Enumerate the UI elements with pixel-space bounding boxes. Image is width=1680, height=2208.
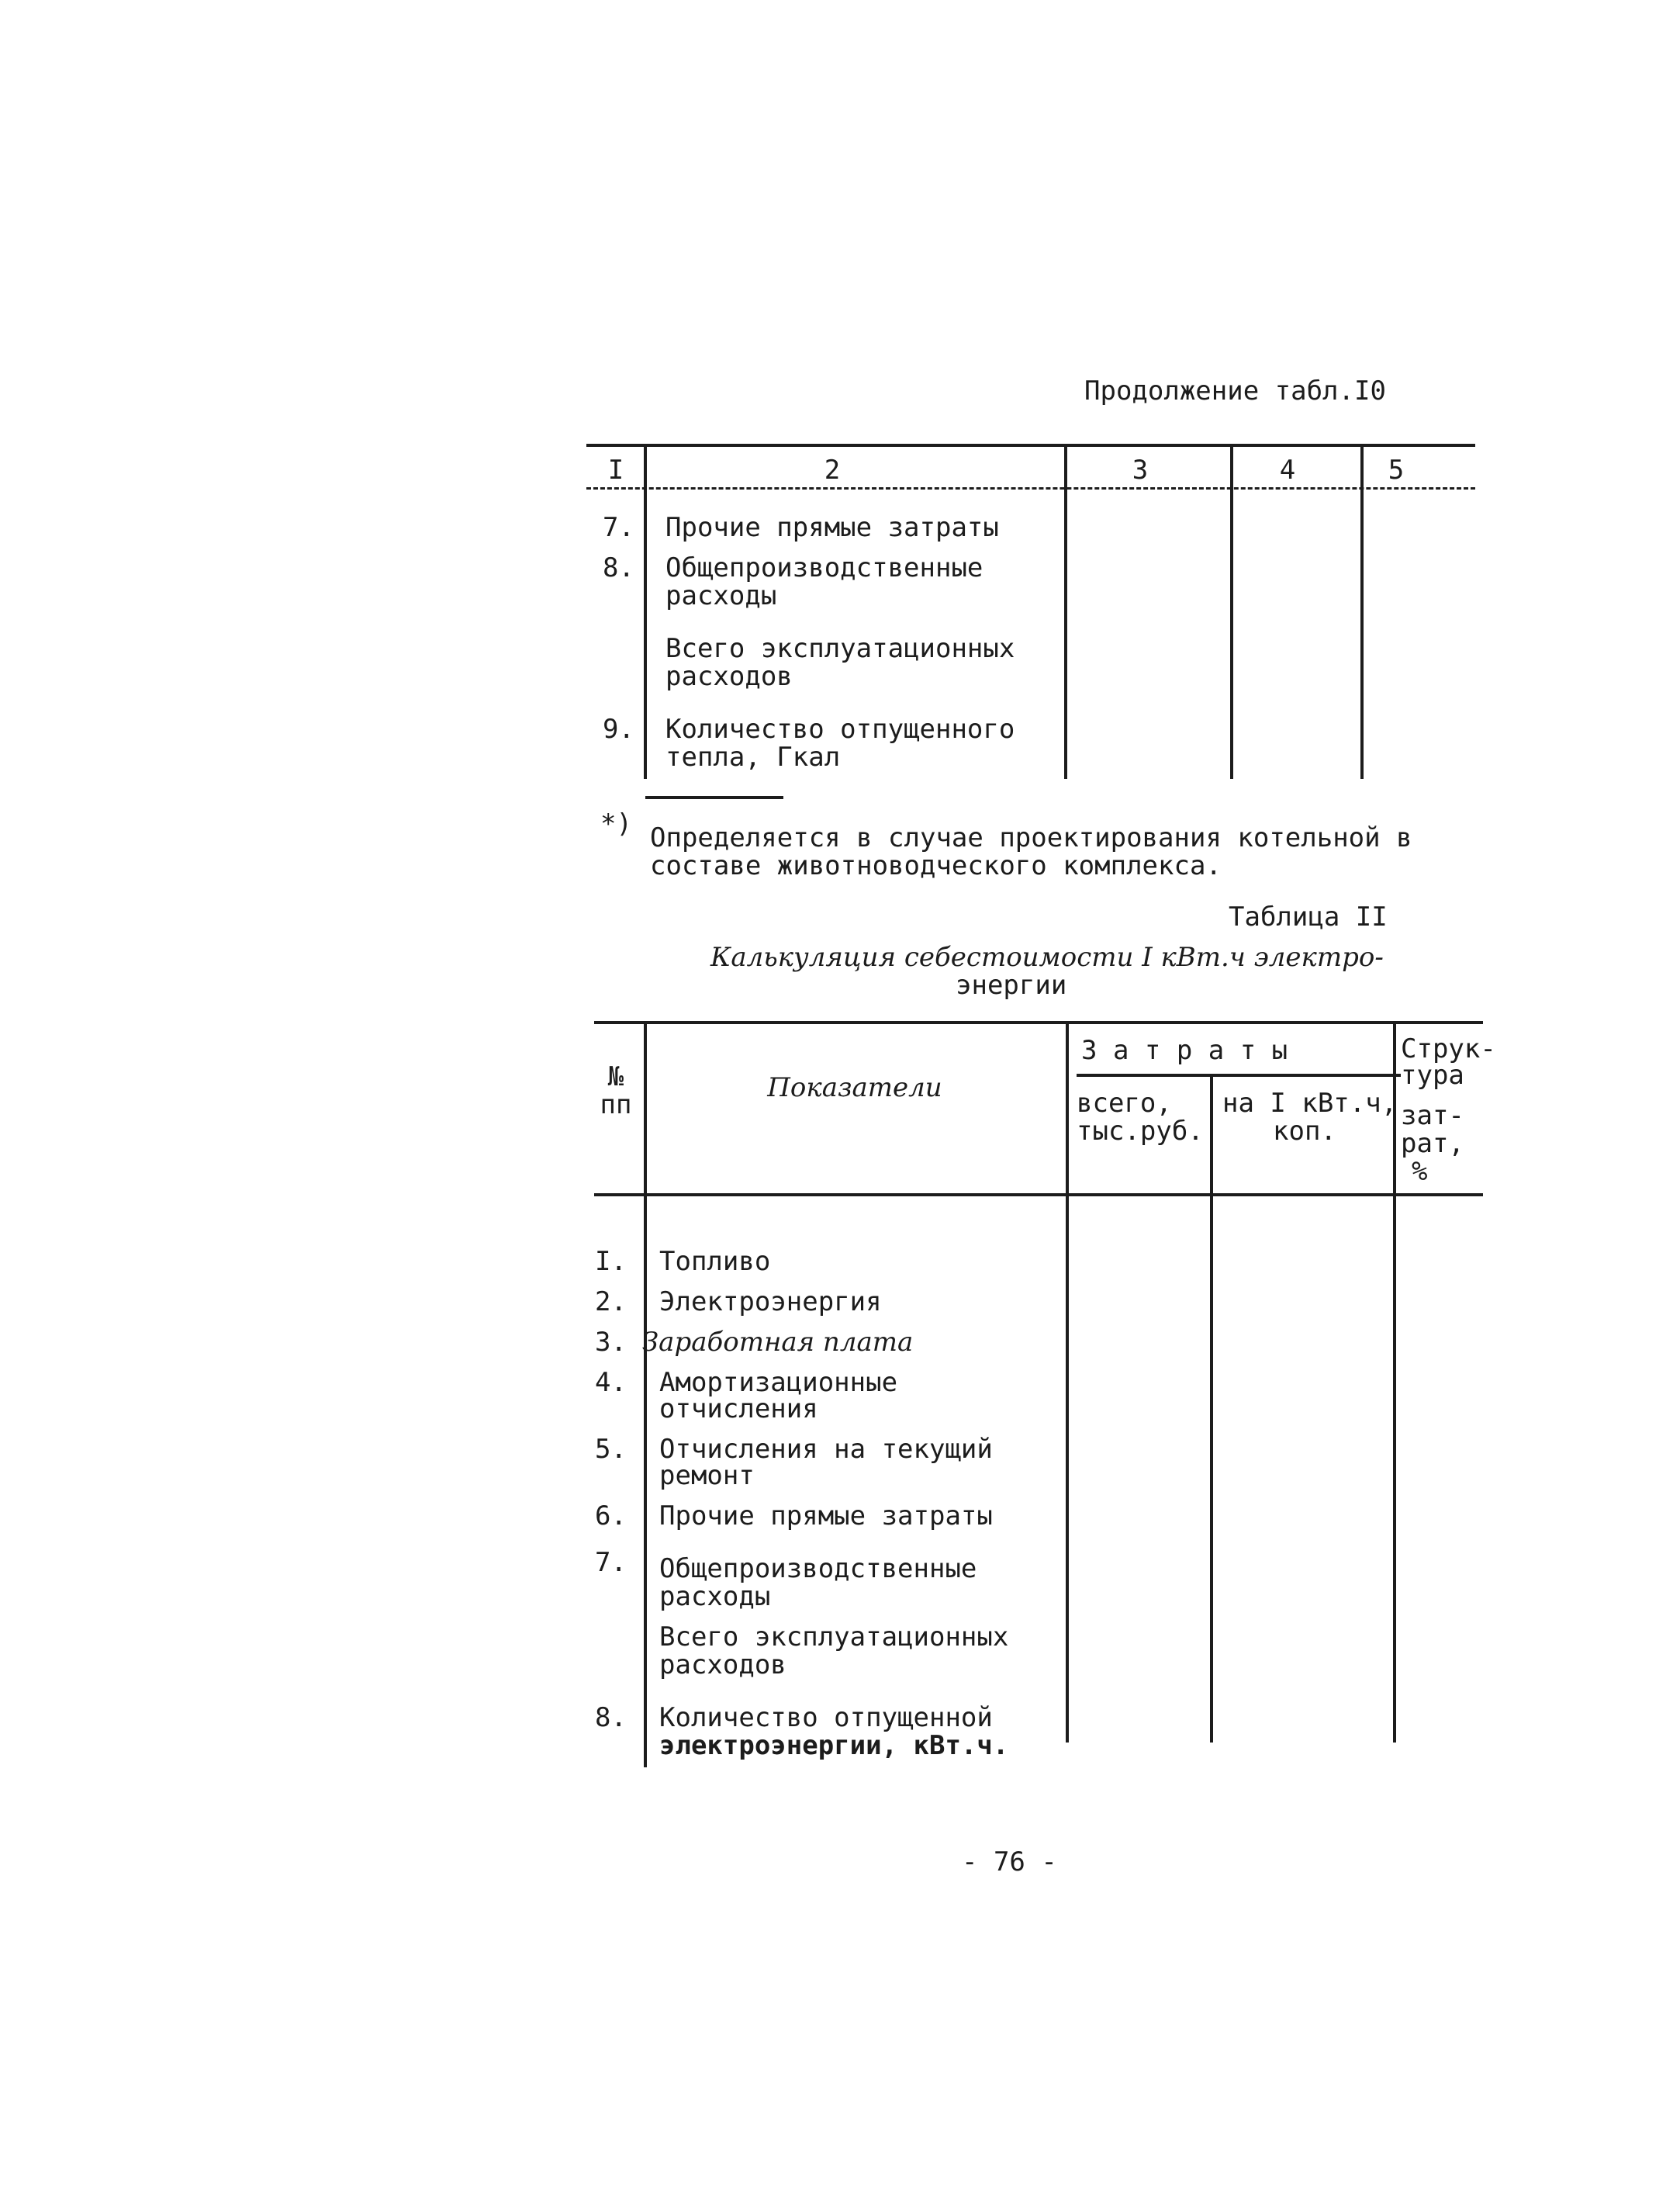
- row-number: 8.: [595, 1702, 627, 1733]
- row-label: Всего эксплуатационных: [665, 633, 1015, 664]
- row-label: Количество отпущенного: [665, 714, 1015, 745]
- row-label-cont: электроэнергии, кВт.ч.: [659, 1730, 1009, 1761]
- table10-colnum-3: 3: [1132, 455, 1149, 486]
- row-label: Всего эксплуатационных: [659, 1621, 1009, 1653]
- header-structure-line-5: %: [1412, 1156, 1428, 1187]
- row-number: 5.: [595, 1434, 627, 1465]
- header-per-kwh-line-1: на I кВт.ч,: [1222, 1088, 1398, 1119]
- row-label: Прочие прямые затраты: [659, 1500, 993, 1531]
- row-label: Количество отпущенной: [659, 1702, 993, 1733]
- row-label-cont: расходы: [665, 580, 777, 611]
- table11-label: Таблица II: [1229, 902, 1388, 933]
- header-structure-line-3: зат-: [1401, 1100, 1464, 1131]
- table11-header-bottom-rule: [594, 1193, 1483, 1196]
- header-total-line-1: всего,: [1077, 1088, 1172, 1119]
- row-label: Топливо: [659, 1246, 771, 1277]
- table11-title-line-2: энергии: [956, 970, 1067, 1001]
- table10-vline-4: [1360, 444, 1364, 779]
- header-structure-line-1: Струк-: [1401, 1033, 1496, 1064]
- table11-vline-3: [1210, 1074, 1213, 1743]
- header-total-line-2: тыс.руб.: [1077, 1116, 1204, 1147]
- page-number: - 76 -: [962, 1846, 1057, 1877]
- row-label-cont: ремонт: [659, 1460, 755, 1491]
- row-label-cont: отчисления: [659, 1393, 818, 1424]
- row-label-cont: расходы: [659, 1581, 771, 1612]
- continuation-label: Продолжение табл.I0: [1084, 375, 1386, 407]
- row-label: Общепроизводственные: [659, 1553, 977, 1584]
- table11-vline-4: [1393, 1021, 1396, 1743]
- table11-vline-1: [644, 1021, 647, 1767]
- row-label: Отчисления на текущий: [659, 1434, 993, 1465]
- table10-vline-2: [1064, 444, 1067, 779]
- table11-top-rule: [594, 1021, 1483, 1024]
- row-number: 8.: [603, 552, 634, 583]
- row-number: 4.: [595, 1367, 627, 1398]
- table10-vline-3: [1230, 444, 1233, 779]
- row-label: Общепроизводственные: [665, 552, 983, 583]
- row-label: Амортизационные: [659, 1367, 898, 1398]
- row-label: Электроэнергия: [659, 1286, 882, 1317]
- row-label-cont: расходов: [665, 661, 793, 692]
- table10-colnum-2: 2: [824, 455, 841, 486]
- table10-top-rule: [586, 444, 1475, 447]
- row-number: 7.: [595, 1547, 627, 1578]
- row-label: Заработная плата: [642, 1327, 914, 1358]
- row-number: 3.: [595, 1327, 627, 1358]
- row-label-cont: тепла, Гкал: [665, 742, 841, 773]
- table10-colnum-4: 4: [1279, 455, 1296, 486]
- table10-colnum-5: 5: [1388, 455, 1405, 486]
- header-num-line-1: №: [607, 1061, 624, 1092]
- header-indicators: Показатели: [767, 1072, 942, 1103]
- table11-vline-2: [1066, 1021, 1069, 1743]
- footnote-line-1: Определяется в случае проектирования котельной в: [650, 822, 1412, 853]
- table10-colnum-1: I: [607, 455, 624, 486]
- header-per-kwh-line-2: коп.: [1273, 1116, 1336, 1147]
- row-number: 7.: [603, 512, 634, 543]
- row-label: Прочие прямые затраты: [665, 512, 999, 543]
- header-num-line-2: пп: [600, 1089, 632, 1120]
- table11-costs-subrule: [1077, 1074, 1401, 1077]
- table11-title-line-1: Калькуляция себестоимости I кВт.ч электро-: [710, 942, 1384, 973]
- table10-vline-1: [644, 444, 647, 779]
- footnote-line-2: составе животноводческого комплекса.: [650, 850, 1222, 881]
- header-structure-line-2: тура: [1401, 1060, 1464, 1091]
- header-costs: З а т р а т ы: [1081, 1035, 1288, 1066]
- row-number: 9.: [603, 714, 634, 745]
- row-label-cont: расходов: [659, 1649, 786, 1680]
- row-number: 2.: [595, 1286, 627, 1317]
- footnote-mark: *): [600, 808, 632, 839]
- row-number: I.: [595, 1246, 627, 1277]
- row-number: 6.: [595, 1500, 627, 1531]
- table10-header-dash: [586, 487, 1475, 490]
- header-structure-line-4: рат,: [1401, 1128, 1464, 1159]
- table10-bottom-rule: [645, 796, 783, 799]
